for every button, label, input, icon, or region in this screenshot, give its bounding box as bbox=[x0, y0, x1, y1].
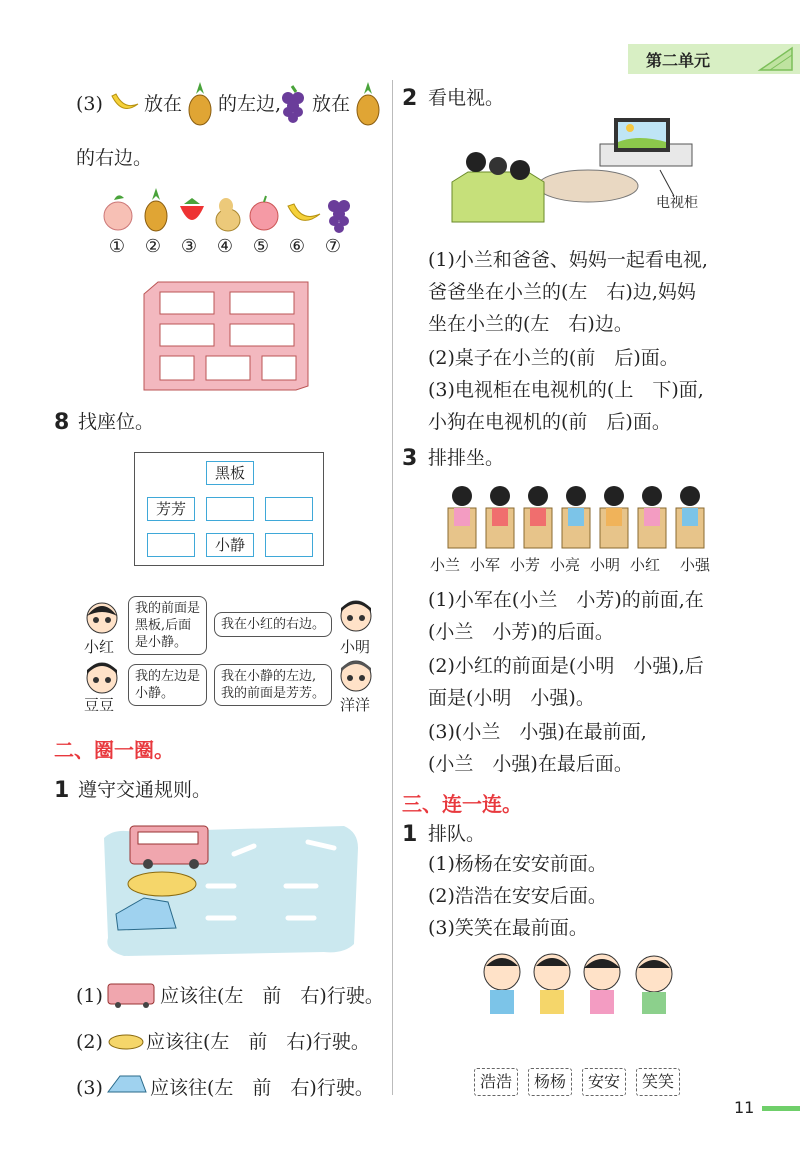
name-yangyang: 洋洋 bbox=[340, 696, 371, 714]
banana-icon bbox=[108, 86, 140, 118]
kids-queue-illustration bbox=[478, 950, 688, 1030]
q1-title: 遵守交通规则。 bbox=[78, 779, 212, 801]
name-card-4-label: 笑笑 bbox=[641, 1072, 674, 1091]
traffic-q2-options[interactable]: 应该往(左 前 右)行驶。 bbox=[146, 1031, 370, 1053]
blackboard-box bbox=[206, 461, 254, 485]
girl-face-icon bbox=[82, 596, 122, 636]
kid-names bbox=[430, 554, 716, 575]
blue-van-icon bbox=[106, 1070, 150, 1098]
kid-name-5: 小明 bbox=[590, 556, 621, 574]
pineapple-icon-2 bbox=[354, 80, 382, 126]
traffic-road-illustration bbox=[104, 818, 358, 956]
fruit-row bbox=[100, 186, 360, 236]
tv-cabinet-label: 电视柜 bbox=[656, 195, 698, 211]
name-card-2[interactable] bbox=[528, 1068, 572, 1096]
grapes-icon-row bbox=[328, 200, 350, 233]
unit-header bbox=[628, 44, 800, 74]
p1-line2: (2)浩浩在安安后面。 bbox=[428, 885, 607, 907]
column-divider bbox=[392, 80, 393, 1095]
seat-xiaojing[interactable] bbox=[206, 533, 254, 557]
p1-line3: (3)笑笑在最前面。 bbox=[428, 917, 588, 939]
strawberry-icon bbox=[180, 198, 204, 220]
q2-2[interactable]: (2)桌子在小兰的(前 后)面。 bbox=[428, 347, 679, 369]
traffic-q2-prefix: (2) bbox=[76, 1031, 103, 1053]
kid-name-7: 小强 bbox=[680, 556, 711, 574]
q3-text-put: 放在 bbox=[144, 93, 183, 115]
seat-fangfang[interactable] bbox=[147, 497, 195, 521]
q2-3-line1[interactable]: (3)电视柜在电视机的(上 下)面, bbox=[428, 379, 704, 401]
section-3-title: 三、连一连。 bbox=[402, 792, 522, 816]
tv-watching-illustration bbox=[448, 112, 694, 230]
pear-icon bbox=[216, 198, 240, 231]
name-card-2-label: 杨杨 bbox=[533, 1072, 566, 1091]
traffic-q1-prefix: (1) bbox=[76, 985, 103, 1007]
page-number: 11 bbox=[734, 1098, 755, 1117]
q2-number: 2 bbox=[402, 86, 418, 111]
name-card-1-label: 浩浩 bbox=[479, 1072, 512, 1091]
kid-4 bbox=[636, 956, 672, 1014]
q3-2-line2[interactable]: 面是(小明 小强)。 bbox=[428, 687, 595, 709]
boy-face-icon-2 bbox=[82, 656, 122, 696]
q3-line1 bbox=[76, 88, 103, 120]
kid-name-1: 小兰 bbox=[430, 556, 461, 574]
name-card-1[interactable] bbox=[474, 1068, 518, 1096]
apple-icon bbox=[250, 196, 278, 230]
kid-name-4: 小亮 bbox=[550, 556, 581, 574]
seat-empty-1[interactable] bbox=[206, 497, 254, 521]
fruit-num-7: ⑦ bbox=[324, 236, 342, 257]
triangle-ruler-icon bbox=[756, 46, 796, 72]
fruit-num-5: ⑤ bbox=[252, 236, 270, 257]
q3-text-put2: 放在 bbox=[312, 93, 351, 115]
q3-prefix: (3) bbox=[76, 93, 103, 115]
boy-face-icon-3 bbox=[336, 654, 376, 694]
name-xiaohong: 小红 bbox=[84, 638, 115, 656]
pineapple-icon-row bbox=[145, 188, 167, 231]
q3-text-right: 的右边。 bbox=[76, 147, 153, 169]
seat-empty-4[interactable] bbox=[265, 533, 313, 557]
yellow-car-icon bbox=[106, 1030, 146, 1052]
q3-3-line2[interactable]: (小兰 小强)在最后面。 bbox=[428, 753, 633, 775]
kid-name-6: 小红 bbox=[630, 556, 661, 574]
fruit-num-2: ② bbox=[144, 236, 162, 257]
q2-1-line2[interactable]: 爸爸坐在小兰的(左 右)边,妈妈 bbox=[428, 281, 696, 303]
fruit-num-1: ① bbox=[108, 236, 126, 257]
bubble-xiaoming: 我在小红的右边。 bbox=[214, 612, 332, 637]
blackboard-label: 黑板 bbox=[214, 464, 245, 482]
grapes-icon bbox=[278, 84, 308, 124]
unit-title: 第二单元 bbox=[646, 51, 711, 70]
q3-1-line1[interactable]: (1)小军在(小兰 小芳)的前面,在 bbox=[428, 589, 704, 611]
bus-icon bbox=[106, 980, 158, 1010]
seat-empty-2[interactable] bbox=[265, 497, 313, 521]
q3-3-line1[interactable]: (3)(小兰 小强)在最前面, bbox=[428, 721, 647, 743]
name-card-3[interactable] bbox=[582, 1068, 626, 1096]
peach-icon bbox=[104, 195, 132, 230]
kid-3 bbox=[584, 954, 620, 1014]
kid-2 bbox=[534, 954, 570, 1014]
shelf-drawing[interactable] bbox=[140, 280, 312, 392]
name-card-4[interactable] bbox=[636, 1068, 680, 1096]
q3-2-line1[interactable]: (2)小红的前面是(小明 小强),后 bbox=[428, 655, 704, 677]
kids-sitting-illustration bbox=[440, 482, 712, 554]
name-xiaoming: 小明 bbox=[340, 638, 371, 656]
traffic-q3-prefix: (3) bbox=[76, 1077, 103, 1099]
fruit-num-3: ③ bbox=[180, 236, 198, 257]
fruit-numbers bbox=[104, 236, 364, 257]
p1-number: 1 bbox=[402, 822, 418, 847]
kid-name-2: 小军 bbox=[470, 556, 501, 574]
q3-title: 排排坐。 bbox=[428, 447, 505, 469]
q3-text-left: 的左边, bbox=[218, 93, 282, 115]
bubble-yangyang: 我在小静的左边, 我的前面是芳芳。 bbox=[214, 664, 332, 706]
kid-1 bbox=[484, 954, 520, 1014]
q8-number: 8 bbox=[54, 410, 70, 435]
page-bar bbox=[762, 1106, 800, 1111]
traffic-q3-options[interactable]: 应该往(左 前 右)行驶。 bbox=[150, 1077, 374, 1099]
fruit-num-6: ⑥ bbox=[288, 236, 306, 257]
q2-1-line3[interactable]: 坐在小兰的(左 右)边。 bbox=[428, 313, 633, 335]
fruit-num-4: ④ bbox=[216, 236, 234, 257]
boy-face-icon bbox=[336, 594, 376, 634]
q2-title: 看电视。 bbox=[428, 87, 505, 109]
kid-name-3: 小芳 bbox=[510, 556, 541, 574]
banana-icon-row bbox=[288, 204, 320, 220]
bubble-doudou: 我的左边是 小静。 bbox=[128, 664, 207, 706]
q2-3-line2[interactable]: 小狗在电视机的(前 后)面。 bbox=[428, 411, 671, 433]
q3-1-line2[interactable]: (小兰 小芳)的后面。 bbox=[428, 621, 614, 643]
pineapple-icon bbox=[186, 80, 214, 126]
name-doudou: 豆豆 bbox=[84, 696, 115, 714]
bubble-xiaohong: 我的前面是 黑板,后面 是小静。 bbox=[128, 596, 207, 655]
p1-line1: (1)杨杨在安安前面。 bbox=[428, 853, 607, 875]
seat-empty-3[interactable] bbox=[147, 533, 195, 557]
q1-number: 1 bbox=[54, 778, 70, 803]
section-2-title: 二、圈一圈。 bbox=[54, 738, 174, 762]
q2-1-line1: (1)小兰和爸爸、妈妈一起看电视, bbox=[428, 249, 708, 271]
name-card-3-label: 安安 bbox=[587, 1072, 620, 1091]
p1-title: 排队。 bbox=[428, 823, 486, 845]
q3-number: 3 bbox=[402, 446, 418, 471]
q8-title: 找座位。 bbox=[78, 411, 155, 433]
seat-fangfang-label: 芳芳 bbox=[155, 500, 186, 518]
classroom-seat-map bbox=[134, 452, 324, 566]
traffic-q1-options[interactable]: 应该往(左 前 右)行驶。 bbox=[160, 985, 384, 1007]
seat-xiaojing-label: 小静 bbox=[214, 536, 245, 554]
